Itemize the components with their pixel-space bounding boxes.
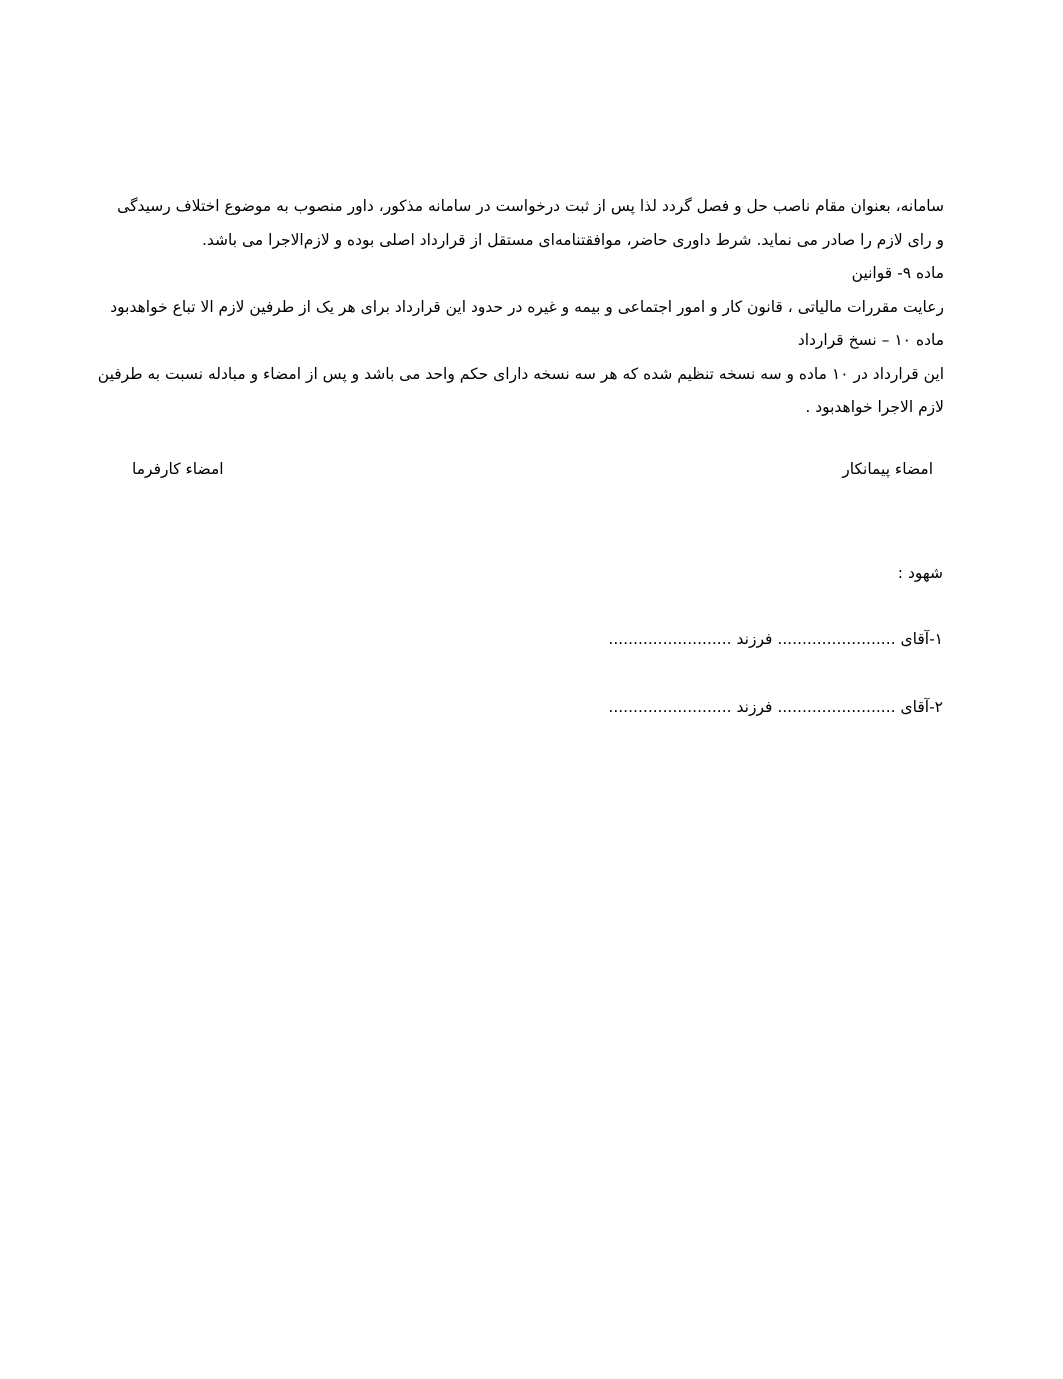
- contract-body: [97, 190, 944, 425]
- article-10-heading: ماده ۱۰ – نسخ قرارداد: [797, 331, 944, 349]
- witness-line: ۲-آقای ........................ فرزند .........................: [608, 698, 943, 716]
- paragraph-line: رعایت مقررات مالیاتی ، قانون کار و امور اجتماعی و بیمه و غیره در حدود این قرارداد برای هر یک از طرفین لازم الا تباع خواهدبود: [110, 297, 944, 316]
- paragraph-line: و رای لازم را صادر می نماید. شرط داوری حاضر، موافقتنامه‌ای مستقل از قرارداد اصلی بوده و لازم‌الاجرا می باشد.: [201, 230, 944, 249]
- employer-signature-label: امضاء کارفرما: [132, 460, 224, 478]
- witness-line: ۱-آقای ........................ فرزند .........................: [608, 630, 943, 648]
- paragraph-line: سامانه، بعنوان مقام ناصب حل و فصل گردد لذا پس از ثبت درخواست در سامانه مذکور، داور منصوب به موضوع اختلاف رسیدگی: [117, 197, 944, 215]
- paragraph-line: لازم الاجرا خواهدبود .: [805, 398, 944, 416]
- contractor-signature-label: امضاء پیمانکار: [842, 460, 933, 478]
- article-9-heading: ماده ۹- قوانین: [851, 264, 944, 282]
- paragraph-line: این قرارداد در ۱۰ ماده و سه نسخه تنظیم شده که هر سه نسخه دارای حکم واحد می باشد و پس از امضاء و مبادله نسبت به طرفین: [97, 364, 944, 383]
- witnesses-title: شهود :: [897, 564, 943, 582]
